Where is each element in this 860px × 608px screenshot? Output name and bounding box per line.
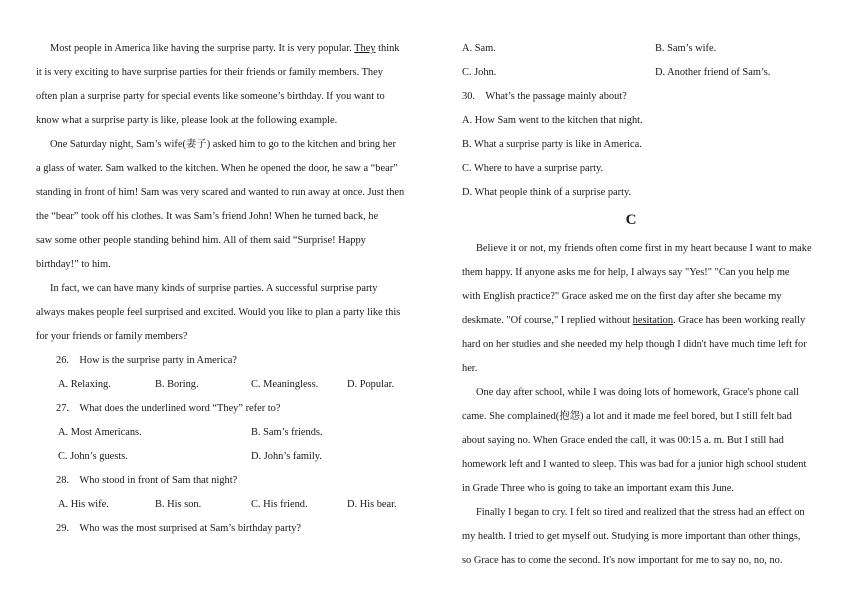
question-number: 30. xyxy=(462,91,475,102)
passage-b-line: a glass of water. Sam walked to the kitchen. When he opened the door, he saw a “bear” xyxy=(36,163,398,174)
question-number: 29. xyxy=(56,523,69,534)
option-d[interactable]: D. His bear. xyxy=(347,499,397,510)
option-c[interactable]: C. Meaningless. xyxy=(251,379,319,390)
option-c[interactable]: C. John. xyxy=(462,67,497,78)
question-26 xyxy=(56,354,237,368)
passage-c-line: my health. I tried to get myself out. Studying is more important than other things, xyxy=(462,531,801,542)
passage-c-line: homework left and I wanted to sleep. This was bad for a junior high school student xyxy=(462,459,807,470)
passage-c-line: One day after school, while I was doing lots of homework, Grace's phone call xyxy=(476,387,800,398)
passage-c-line: Believe it or not, my friends often come first in my heart because I want to make xyxy=(476,243,812,254)
passage-b-line: In fact, we can have many kinds of surprise parties. A successful surprise party xyxy=(50,283,378,294)
passage-c-line: with English practice?" Grace asked me on the first day after she became my xyxy=(462,291,782,302)
question-text: Who was the most surprised at Sam’s birthday party? xyxy=(79,523,302,534)
passage-c-line: in Grade Three who is going to take an important exam this June. xyxy=(462,483,734,494)
option-a[interactable]: A. Most Americans. xyxy=(58,427,142,438)
passage-c-line: so Grace has to come the second. It's now important for me to say no, no, no. xyxy=(462,555,783,566)
underlined-word-they: They xyxy=(354,43,376,54)
passage-b-line: for your friends or family members? xyxy=(36,331,188,342)
text-run: deskmate. "Of course," I replied without xyxy=(462,315,631,326)
question-number: 26. xyxy=(56,355,69,366)
passage-c-line: Finally I began to cry. I felt so tired and realized that the stress had an effect on xyxy=(476,507,805,518)
question-28 xyxy=(56,474,237,488)
section-heading: C xyxy=(625,212,637,228)
passage-b-line: always makes people feel surprised and excited. Would you like to plan a party like this xyxy=(36,307,401,318)
option-d[interactable]: D. What people think of a surprise party. xyxy=(462,187,632,198)
question-text: What’s the passage mainly about? xyxy=(485,91,627,102)
passage-c-line: them happy. If anyone asks me for help, I always say "Yes!" "Can you help me xyxy=(462,267,790,278)
question-30 xyxy=(462,90,627,104)
text-run: think xyxy=(378,43,400,54)
passage-b-line: birthday!” to him. xyxy=(36,259,111,270)
option-a[interactable]: A. His wife. xyxy=(58,499,109,510)
question-text: How is the surprise party in America? xyxy=(79,355,237,366)
passage-b-line: often plan a surprise party for special events like someone’s birthday. If you want to xyxy=(36,91,385,102)
question-29 xyxy=(56,522,301,536)
question-text: Who stood in front of Sam that night? xyxy=(79,475,238,486)
option-c[interactable]: C. Where to have a surprise party. xyxy=(462,163,604,174)
option-a[interactable]: A. How Sam went to the kitchen that night. xyxy=(462,115,643,126)
passage-c-line: came. She complained(抱怨) a lot and it made me feel bored, but I still felt bad xyxy=(462,411,792,422)
passage-b-line: know what a surprise party is like, please look at the following example. xyxy=(36,115,338,126)
text-run: Most people in America like having the surprise party. It is very popular. xyxy=(50,43,352,54)
passage-b-line: the “bear” took off his clothes. It was Sam’s friend John! When he turned back, he xyxy=(36,211,379,222)
option-d[interactable]: D. Popular. xyxy=(347,379,395,390)
option-b[interactable]: B. Sam’s friends. xyxy=(251,427,323,438)
option-b[interactable]: B. His son. xyxy=(155,499,202,510)
question-number: 27. xyxy=(56,403,69,414)
passage-b-line: One Saturday night, Sam’s wife(妻子) asked him to go to the kitchen and bring her xyxy=(50,139,396,150)
question-number: 28. xyxy=(56,475,69,486)
text-run: . Grace has been working really xyxy=(673,315,806,326)
option-a[interactable]: A. Sam. xyxy=(462,43,496,54)
passage-c-line: about saying no. When Grace ended the call, it was 00:15 a. m. But I still had xyxy=(462,435,784,446)
passage-b-line: standing in front of him! Sam was very scared and wanted to run away at once. Just then xyxy=(36,187,405,198)
passage-c-line xyxy=(462,314,805,328)
passage-c-line: hard on her studies and she needed my help though I didn't have much time left for xyxy=(462,339,807,350)
option-b[interactable]: B. Boring. xyxy=(155,379,199,390)
question-27 xyxy=(56,402,280,416)
option-a[interactable]: A. Relaxing. xyxy=(58,379,111,390)
option-d[interactable]: D. Another friend of Sam’s. xyxy=(655,67,771,78)
underlined-word-hesitation: hesitation xyxy=(632,315,674,326)
option-c[interactable]: C. His friend. xyxy=(251,499,308,510)
passage-b-line: saw some other people standing behind him. All of them said “Surprise! Happy xyxy=(36,235,366,246)
option-c[interactable]: C. John’s guests. xyxy=(58,451,128,462)
option-b[interactable]: B. What a surprise party is like in America. xyxy=(462,139,642,150)
passage-b-line: it is very exciting to have surprise parties for their friends or family members. They xyxy=(36,67,383,78)
passage-b-line xyxy=(50,42,400,56)
passage-c-line: her. xyxy=(462,363,478,374)
option-b[interactable]: B. Sam’s wife. xyxy=(655,43,717,54)
option-d[interactable]: D. John’s family. xyxy=(251,451,322,462)
question-text: What does the underlined word “They” refer to? xyxy=(79,403,281,414)
